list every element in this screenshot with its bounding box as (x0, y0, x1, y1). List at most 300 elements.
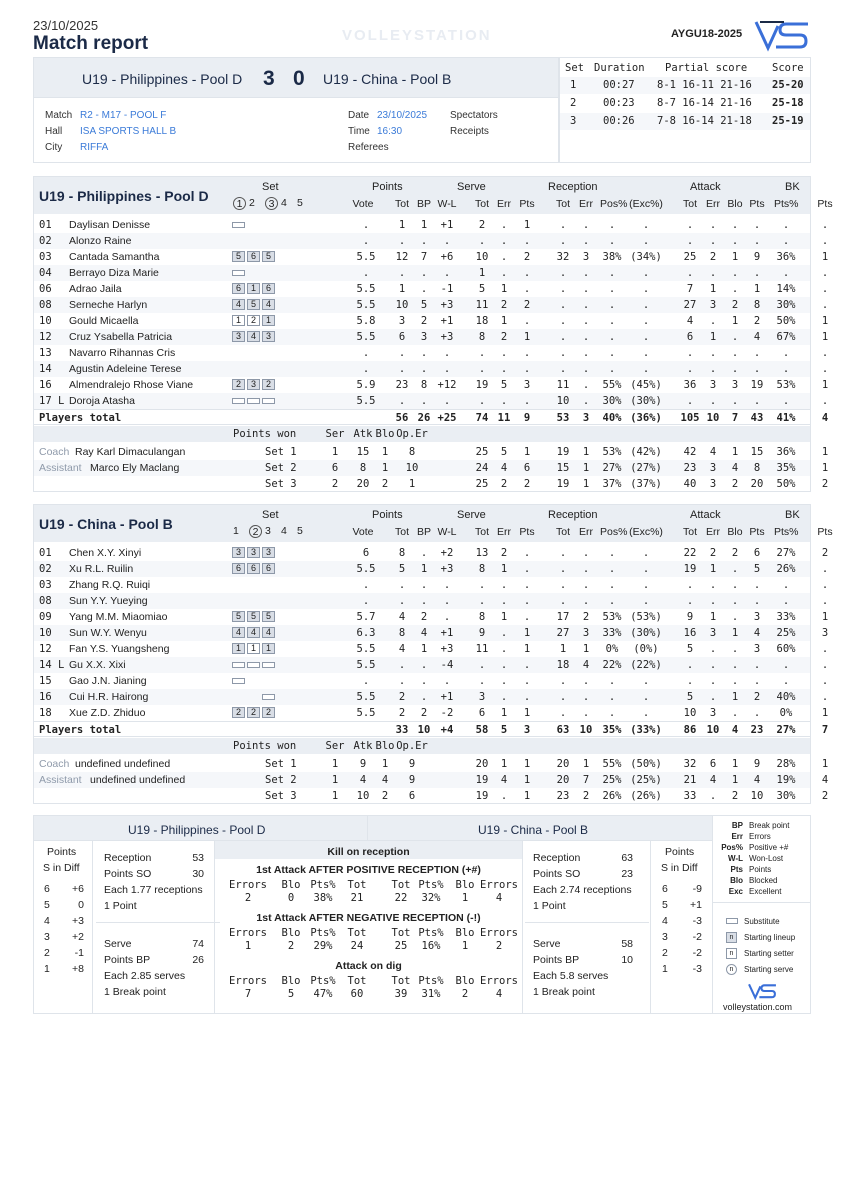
legend-symbol-text: Starting serve (744, 965, 794, 974)
set-row-cell: 25-20 (772, 79, 804, 91)
set-lineup (232, 643, 275, 654)
points-won-label: Points won (233, 740, 297, 752)
rotation-diff: 0 (78, 899, 84, 911)
lineup-position: 5 (232, 611, 245, 622)
points-so-label: Points SO (104, 868, 152, 880)
col-line (92, 841, 93, 1013)
set-stat-cell: 4 (731, 462, 739, 474)
kill-right-header: Pts% (418, 927, 444, 939)
set-lineup (232, 315, 275, 326)
stat-cell: . (582, 267, 590, 279)
stat-cell: . (420, 595, 428, 607)
stat-cell: . (523, 395, 531, 407)
stat-cell: . (753, 235, 761, 247)
stat-cell: 5 (753, 563, 761, 575)
player-row (34, 609, 829, 625)
lineup-position: 2 (247, 707, 260, 718)
set-stat-row (34, 460, 829, 476)
stat-cell: 8 (398, 627, 406, 639)
stat-cell: 6 (478, 707, 486, 719)
set-row-cell: 25-18 (772, 97, 804, 109)
stat-cell: 22% (602, 659, 622, 671)
stat-cell: . (753, 595, 761, 607)
stat-cell: . (478, 595, 486, 607)
stat-cell: . (398, 395, 406, 407)
stat-cell: . (523, 235, 531, 247)
stat-cell: . (642, 595, 650, 607)
set-stat-cell: 53% (602, 446, 622, 458)
rotation-number: 6 (662, 883, 668, 895)
volleystation-logo (754, 18, 812, 55)
stat-cell: . (608, 691, 616, 703)
stat-cell: . (709, 579, 717, 591)
stat-cell: . (443, 347, 451, 359)
set-stat-cell: (26%) (630, 790, 662, 802)
kill-right-value: 16% (421, 940, 441, 952)
totals-row (34, 721, 829, 737)
set-stat-cell: 1 (500, 758, 508, 770)
stat-cell: . (500, 347, 508, 359)
player-name: Gao J.N. Jianing (69, 675, 147, 687)
set-stat-cell: 20 (750, 478, 764, 490)
reception-header: Reception (548, 181, 598, 193)
assistant-label: Assistant (39, 774, 82, 786)
set-row-cell: 3 (570, 115, 577, 127)
stat-cell: 5.5 (356, 331, 376, 343)
player-name: Berrayo Diza Marie (69, 267, 159, 279)
stat-cell: . (642, 363, 650, 375)
receipts-label: Receipts (450, 126, 489, 137)
set-stat-cell: 1 (731, 758, 739, 770)
stat-cell: . (582, 363, 590, 375)
legend (712, 815, 811, 1014)
stat-cell: . (420, 267, 428, 279)
set-stat-cell: 2 (821, 478, 829, 490)
lineup-position: 5 (247, 299, 260, 310)
bk-header: BK (785, 181, 800, 193)
total-cell: 10 (417, 724, 431, 736)
stat-cell: . (821, 675, 829, 687)
serve-header: Serve (457, 509, 486, 521)
stat-cell: 3 (709, 707, 717, 719)
points-won-col: Ser (325, 428, 345, 440)
kill-left-header: Blo (281, 975, 301, 987)
stat-cell: 6 (753, 547, 761, 559)
kill-section-title: 1st Attack AFTER POSITIVE RECEPTION (+#) (256, 864, 481, 876)
points-won-cell: 1 (331, 790, 339, 802)
assistant-label: Assistant (39, 462, 82, 474)
kill-left-header: Errors (229, 879, 267, 891)
sub-header: Err (497, 198, 511, 210)
set-stat-cell: 20 (475, 758, 489, 770)
set-stat-cell: 19% (776, 774, 796, 786)
stat-cell: 1 (523, 643, 531, 655)
stat-cell: . (731, 659, 739, 671)
set-stat-row (34, 476, 829, 492)
stat-cell: . (523, 675, 531, 687)
stat-cell: . (686, 347, 694, 359)
stat-cell: 2 (523, 251, 531, 263)
set-stat-cell: 24 (475, 462, 489, 474)
substitute-marker (232, 398, 245, 404)
referees-label: Referees (348, 142, 389, 153)
sets-table (559, 57, 811, 163)
set-label: Set 3 (265, 790, 297, 802)
assistant-name: Marco Ely Maclang (90, 462, 180, 474)
set-stat-cell: 20 (556, 758, 570, 770)
stat-cell: . (478, 235, 486, 247)
sub-header: (Exc%) (629, 198, 663, 210)
set-lineup (232, 283, 275, 294)
one-point: 1 Point (533, 900, 566, 912)
set-stat-cell: 21 (683, 774, 697, 786)
stat-cell: . (559, 267, 567, 279)
set-stat-cell: 2 (500, 478, 508, 490)
player-row (34, 217, 829, 233)
hall-label: Hall (45, 126, 63, 137)
legend-key: Pos% (721, 843, 743, 852)
stat-cell: . (362, 347, 370, 359)
stat-cell: 23 (395, 379, 409, 391)
points-won-cell: 2 (381, 478, 389, 490)
stat-cell: . (420, 691, 428, 703)
legend-text: Break point (749, 821, 790, 830)
match-code: AYGU18-2025 (671, 28, 743, 40)
set-stat-cell: 35% (776, 462, 796, 474)
stat-cell: . (642, 579, 650, 591)
stat-cell: 1 (500, 707, 508, 719)
sub-header: Pos% (600, 198, 628, 210)
set-stat-cell: 27% (602, 462, 622, 474)
one-break-point: 1 Break point (104, 986, 166, 998)
points-won-cell: 2 (381, 790, 389, 802)
stat-cell: 33% (776, 611, 796, 623)
set-row-cell: 1 (570, 79, 577, 91)
set-stat-cell: 2 (582, 790, 590, 802)
stat-cell: . (821, 299, 829, 311)
stat-cell: 30% (776, 299, 796, 311)
set-stat-cell: 4 (709, 774, 717, 786)
set-label: Set 2 (265, 774, 297, 786)
set-stat-cell: 25 (475, 446, 489, 458)
player-name: Alonzo Raine (69, 235, 132, 247)
points-won-col: Op.Er (396, 740, 428, 752)
stat-cell: 8 (478, 611, 486, 623)
stat-cell: . (821, 267, 829, 279)
lineup-position: 3 (232, 331, 245, 342)
home-team-label: U19 - Philippines - Pool D (128, 823, 266, 837)
stat-cell: 27% (776, 547, 796, 559)
set-lineup (232, 267, 245, 278)
table-header (34, 177, 833, 214)
stat-cell: 1 (420, 563, 428, 575)
table-header (34, 505, 833, 542)
lineup-position: 6 (232, 563, 245, 574)
stat-cell: 32 (556, 251, 570, 263)
player-number: 13 (39, 347, 52, 359)
points-won-cell: 8 (408, 446, 416, 458)
stat-cell: 5.8 (356, 315, 376, 327)
set-lineup (232, 659, 275, 670)
stat-cell: . (731, 579, 739, 591)
rotation-points-label: Points (47, 846, 77, 858)
stat-cell: 1 (821, 379, 829, 391)
total-cell: 10 (706, 724, 720, 736)
stat-cell: . (753, 219, 761, 231)
stat-cell: . (478, 363, 486, 375)
coach-name: Ray Karl Dimaculangan (75, 446, 186, 458)
sub-header: BP (416, 526, 431, 538)
set-stat-cell: 5 (500, 446, 508, 458)
kill-right-value: 22 (394, 892, 408, 904)
stat-cell: +1 (440, 219, 454, 231)
stat-cell: . (478, 347, 486, 359)
stat-cell: . (500, 691, 508, 703)
set-row-cell: 2 (570, 97, 577, 109)
set-lineup (232, 675, 245, 686)
stat-cell: +6 (440, 251, 454, 263)
stat-cell: 4 (420, 627, 428, 639)
player-number: 10 (39, 627, 52, 639)
stat-cell: 1 (398, 219, 406, 231)
substitute-marker (262, 662, 275, 668)
stat-cell: . (731, 395, 739, 407)
stat-cell: 38% (602, 251, 622, 263)
kill-right-header: Tot (391, 927, 411, 939)
stat-cell: 3 (709, 379, 717, 391)
substitute-marker (262, 398, 275, 404)
stat-cell: 19 (750, 379, 764, 391)
stat-cell: . (821, 563, 829, 575)
stat-cell: . (782, 235, 790, 247)
stat-cell: 14% (776, 283, 796, 295)
rotation-number: 2 (662, 947, 668, 959)
substitute-icon (726, 918, 738, 924)
kill-left-header: Tot (347, 975, 367, 987)
points-won-cell: 4 (359, 774, 367, 786)
points-won-cell: 1 (331, 446, 339, 458)
set-lineup (232, 627, 275, 638)
each-serve: Each 2.85 serves (104, 970, 186, 982)
substitute-marker (247, 398, 260, 404)
stat-cell: 0% (605, 643, 619, 655)
points-won-cell: 9 (408, 774, 416, 786)
stat-cell: . (420, 675, 428, 687)
lineup-position: 5 (232, 251, 245, 262)
set-stat-cell: . (500, 790, 508, 802)
set-stat-cell: 1 (582, 758, 590, 770)
stat-cell: . (709, 675, 717, 687)
total-cell: 5 (500, 724, 508, 736)
one-break-point: 1 Break point (533, 986, 595, 998)
set-row-cell: 00:23 (603, 97, 635, 109)
points-won-cell: 20 (356, 478, 370, 490)
legend-text: Excellent (749, 887, 782, 896)
stat-cell: 1 (731, 691, 739, 703)
stat-cell: 13 (475, 547, 489, 559)
total-cell: 40% (602, 412, 622, 424)
stat-cell: +2 (440, 547, 454, 559)
player-row (34, 265, 829, 281)
stat-cell: 33% (602, 627, 622, 639)
sub-header: Pos% (600, 526, 628, 538)
stat-cell: 5.5 (356, 251, 376, 263)
stat-cell: 5.5 (356, 299, 376, 311)
kill-right-header: Tot (391, 879, 411, 891)
col-line (650, 841, 651, 1013)
stat-cell: . (559, 219, 567, 231)
rotation-sin-label: S in (661, 862, 680, 874)
set-number: 4 (281, 525, 287, 537)
lineup-position: 3 (247, 547, 260, 558)
lineup-position: 2 (247, 315, 260, 326)
player-number: 16 (39, 379, 52, 391)
stat-cell: . (753, 363, 761, 375)
lineup-position: 5 (247, 611, 260, 622)
stat-cell: . (500, 627, 508, 639)
points-header: Points (372, 509, 403, 521)
stat-cell: . (608, 299, 616, 311)
set-lineup (232, 219, 245, 230)
sub-header: Pts (519, 198, 535, 210)
set-stat-cell: (27%) (630, 462, 662, 474)
points-won-col: Blo (375, 740, 395, 752)
player-row (34, 673, 829, 689)
sub-header: BP (416, 198, 431, 210)
lineup-position: 1 (262, 315, 275, 326)
kill-left-value: 0 (287, 892, 295, 904)
stat-cell: 6 (398, 331, 406, 343)
stat-cell: 10 (683, 707, 697, 719)
stat-cell: . (731, 347, 739, 359)
player-row (34, 393, 829, 409)
one-point: 1 Point (104, 900, 137, 912)
set-lineup (232, 691, 275, 702)
stat-cell: 3 (753, 611, 761, 623)
legend-text: Blocked (749, 876, 778, 885)
lineup-position: 6 (247, 563, 260, 574)
stat-cell: 2 (731, 299, 739, 311)
player-number: 17 L (39, 395, 65, 407)
stat-cell: . (478, 675, 486, 687)
total-cell: (33%) (630, 724, 662, 736)
stat-cell: . (398, 579, 406, 591)
total-cell: 58 (475, 724, 489, 736)
stat-cell: 1 (709, 611, 717, 623)
set-number: 4 (281, 197, 287, 209)
legend-key: Err (731, 832, 743, 841)
stat-cell: 1 (821, 707, 829, 719)
stat-cell: . (362, 579, 370, 591)
stat-cell: 55% (602, 379, 622, 391)
player-number: 01 (39, 219, 52, 231)
stat-cell: 18 (556, 659, 570, 671)
player-row (34, 233, 829, 249)
stat-cell: 1 (731, 627, 739, 639)
stat-cell: . (608, 579, 616, 591)
set-stat-cell: 2 (731, 790, 739, 802)
rotation-diff: +8 (72, 963, 84, 975)
stat-cell: 1 (500, 563, 508, 575)
rotation-number: 4 (44, 915, 50, 927)
sets-header: Duration (594, 62, 645, 74)
stat-cell: 16 (683, 627, 697, 639)
stat-cell: . (420, 395, 428, 407)
stat-cell: . (582, 219, 590, 231)
lineup-position: 2 (232, 379, 245, 390)
set-stat-cell: 1 (821, 446, 829, 458)
stat-cell: . (821, 219, 829, 231)
home-team-name: U19 - Philippines - Pool D (82, 71, 243, 87)
stat-cell: . (523, 347, 531, 359)
stat-cell: . (642, 315, 650, 327)
kill-right-value: 2 (461, 988, 469, 1000)
kill-right-value: 4 (495, 988, 503, 1000)
stat-cell: . (782, 267, 790, 279)
stat-cell: . (709, 219, 717, 231)
set-stat-cell: 55% (602, 758, 622, 770)
stat-cell: 53% (602, 611, 622, 623)
points-header: Points (372, 181, 403, 193)
watermark: VOLLEYSTATION (342, 27, 492, 44)
stat-cell: . (821, 579, 829, 591)
sets-header: Score (772, 62, 804, 74)
player-number: 18 (39, 707, 52, 719)
stat-cell: . (443, 363, 451, 375)
stat-cell: . (782, 347, 790, 359)
stat-cell: 1 (420, 643, 428, 655)
total-cell: 33 (395, 724, 409, 736)
points-won-cell: 1 (408, 478, 416, 490)
stat-cell: 1 (523, 627, 531, 639)
spectators-label: Spectators (450, 110, 498, 121)
set-lineup (232, 395, 275, 406)
points-bp-value: 10 (621, 954, 633, 966)
set-stat-row (34, 788, 829, 804)
player-name: Navarro Rihannas Cris (69, 347, 176, 359)
match-label: Match (45, 110, 73, 121)
stat-cell: 27 (683, 299, 697, 311)
stat-cell: . (420, 283, 428, 295)
stat-cell: 1 (523, 707, 531, 719)
serve-value: 58 (621, 938, 633, 950)
stat-cell: 2 (753, 315, 761, 327)
stat-cell: . (709, 395, 717, 407)
rotation-sin-label: S in (43, 862, 62, 874)
lineup-position: 1 (247, 283, 260, 294)
stat-cell: 5.9 (356, 379, 376, 391)
sub-header: Err (706, 526, 720, 538)
total-cell: 41% (776, 412, 796, 424)
sub-header: Pts (749, 198, 765, 210)
player-number: 12 (39, 643, 52, 655)
stat-cell: . (608, 235, 616, 247)
stat-cell: 36 (683, 379, 697, 391)
sub-header: Blo (727, 526, 743, 538)
stat-cell: . (821, 643, 829, 655)
stat-cell: . (500, 235, 508, 247)
stat-cell: . (608, 707, 616, 719)
stat-cell: 3 (420, 331, 428, 343)
points-won-col: Blo (375, 428, 395, 440)
stat-cell: 7 (420, 251, 428, 263)
stat-cell: . (559, 363, 567, 375)
teams-bar (34, 58, 558, 98)
stat-cell: 1 (731, 251, 739, 263)
stat-cell: . (686, 267, 694, 279)
player-number: 14 L (39, 659, 65, 671)
stat-cell: (34%) (630, 251, 662, 263)
